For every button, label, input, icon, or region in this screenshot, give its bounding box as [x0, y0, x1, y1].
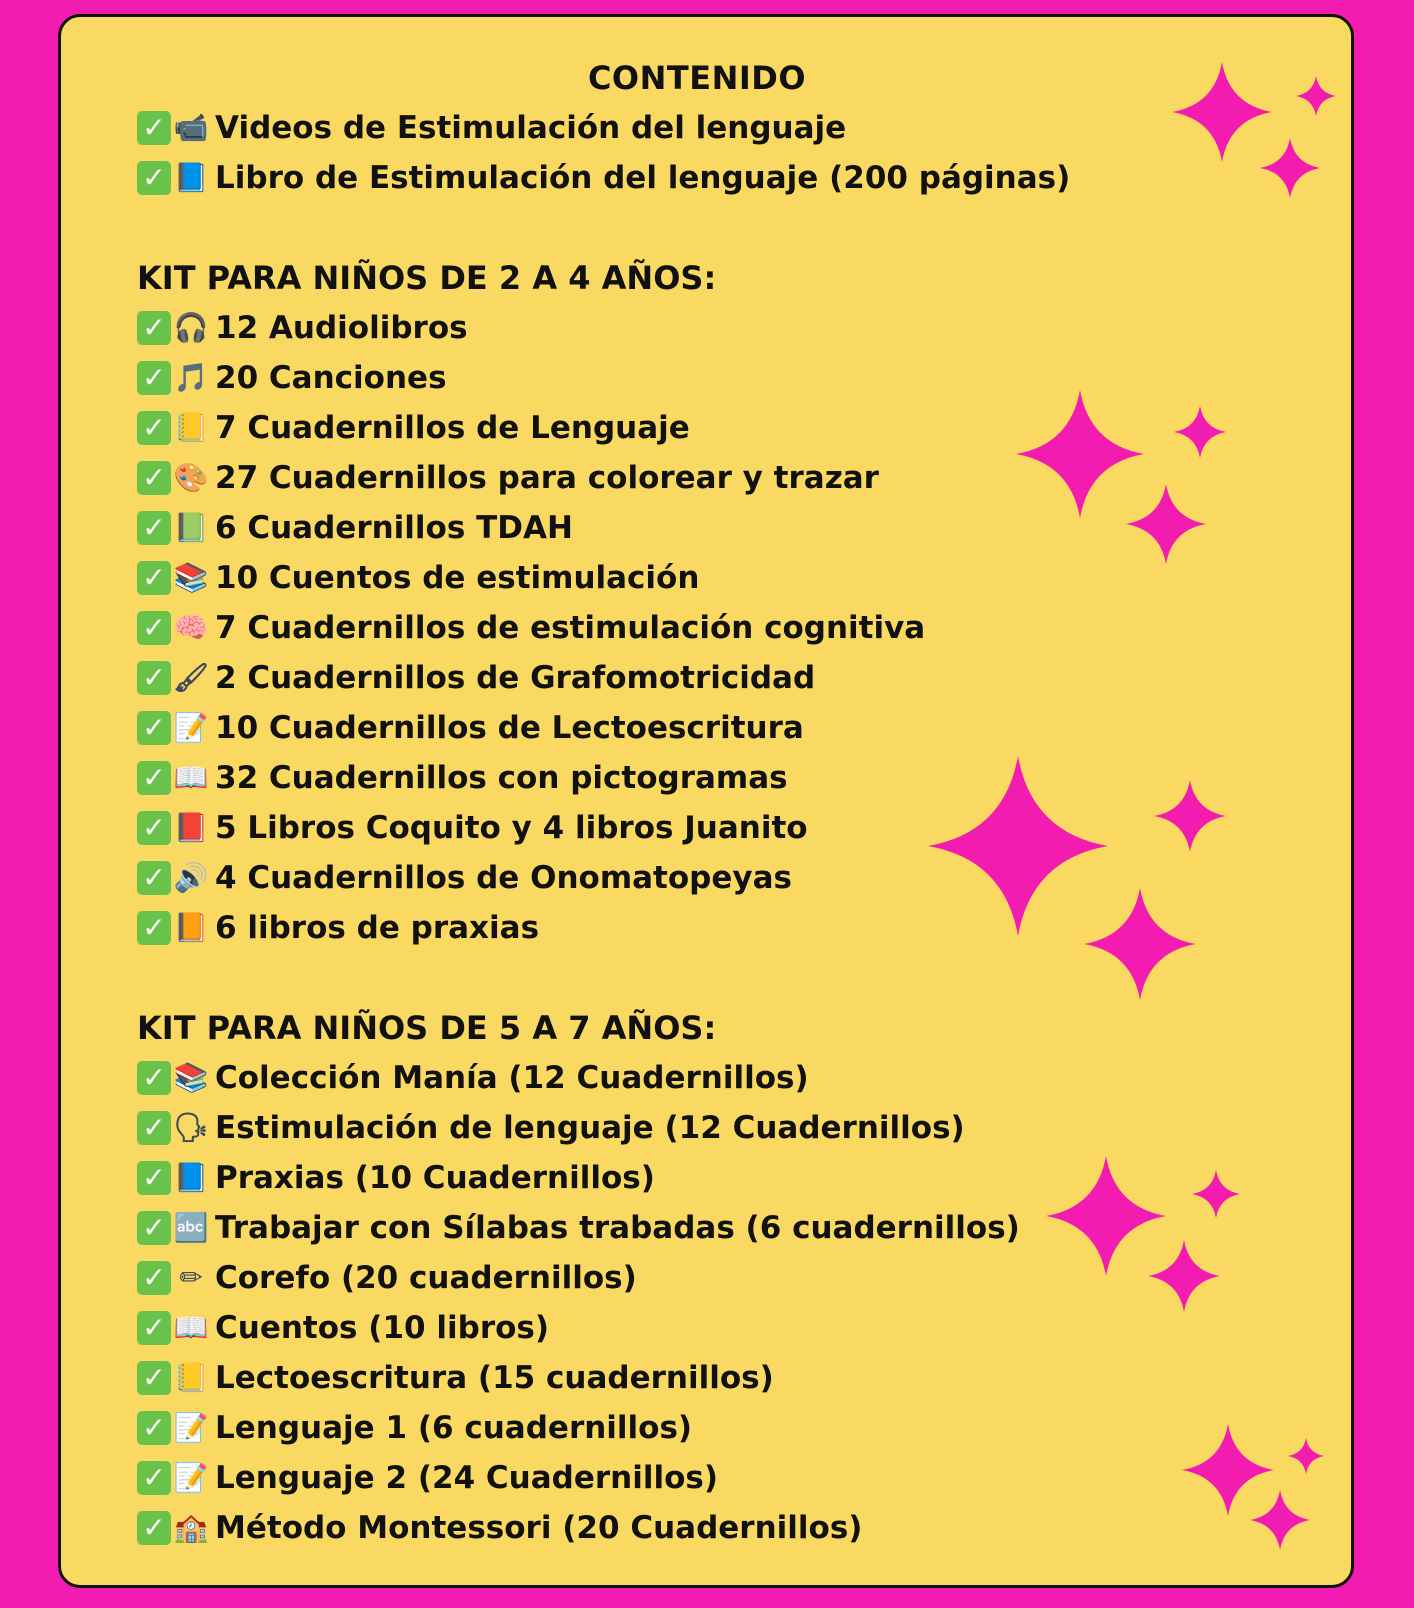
check-mark-icon: ✓	[137, 811, 171, 845]
list-item-label: Colección Manía (12 Cuadernillos)	[215, 1060, 809, 1096]
list-item-label: 20 Canciones	[215, 360, 447, 396]
spacer	[137, 203, 1217, 253]
kit-list-2-4	[137, 303, 1217, 953]
video-camera-icon: 📹	[173, 111, 209, 144]
intro-list	[137, 103, 1217, 203]
check-mark-icon: ✓	[137, 861, 171, 895]
list-item-label: Praxias (10 Cuadernillos)	[215, 1160, 655, 1196]
check-mark-icon: ✓	[137, 561, 171, 595]
check-mark-icon: ✓	[137, 1361, 171, 1395]
list-item	[137, 603, 1217, 653]
list-item-label: 7 Cuadernillos de Lenguaje	[215, 410, 690, 446]
music-note-icon: 🎵	[173, 361, 209, 394]
headphones-icon: 🎧	[173, 311, 209, 344]
check-mark-icon: ✓	[137, 1061, 171, 1095]
list-item-label: Videos de Estimulación del lenguaje	[215, 110, 847, 146]
check-mark-icon: ✓	[137, 611, 171, 645]
list-item	[137, 803, 1217, 853]
books-stack-icon: 📚	[173, 561, 209, 594]
list-item-label: Lectoescritura (15 cuadernillos)	[215, 1360, 774, 1396]
check-mark-icon: ✓	[137, 1461, 171, 1495]
list-item	[137, 453, 1217, 503]
list-item	[137, 1153, 1217, 1203]
blue-book-icon: 📘	[173, 1161, 209, 1194]
list-item-label: 6 Cuadernillos TDAH	[215, 510, 573, 546]
content-area	[137, 53, 1217, 1553]
list-item-label: Lenguaje 1 (6 cuadernillos)	[215, 1410, 693, 1446]
open-book-icon: 📖	[173, 761, 209, 794]
list-item	[137, 403, 1217, 453]
orange-book-icon: 📙	[173, 911, 209, 944]
check-mark-icon: ✓	[137, 1511, 171, 1545]
brain-icon: 🧠	[173, 611, 209, 644]
list-item-label: 10 Cuadernillos de Lectoescritura	[215, 710, 804, 746]
list-item	[137, 753, 1217, 803]
open-book-icon: 📖	[173, 1311, 209, 1344]
list-item	[137, 853, 1217, 903]
memo-icon: 📝	[173, 1411, 209, 1444]
speaking-head-icon: 🗣	[173, 1111, 209, 1144]
list-item	[137, 1353, 1217, 1403]
list-item-label: 2 Cuadernillos de Grafomotricidad	[215, 660, 816, 696]
list-item	[137, 303, 1217, 353]
list-item	[137, 1203, 1217, 1253]
red-book-icon: 📕	[173, 811, 209, 844]
check-mark-icon: ✓	[137, 311, 171, 345]
list-item-label: Corefo (20 cuadernillos)	[215, 1260, 637, 1296]
kit-heading-5-7: KIT PARA NIÑOS DE 5 A 7 AÑOS:	[137, 1009, 717, 1047]
check-mark-icon: ✓	[137, 111, 171, 145]
list-item-label: Método Montessori (20 Cuadernillos)	[215, 1510, 863, 1546]
check-mark-icon: ✓	[137, 1111, 171, 1145]
list-item	[137, 1103, 1217, 1153]
list-item-label: Cuentos (10 libros)	[215, 1310, 550, 1346]
list-item	[137, 153, 1217, 203]
blue-book-icon: 📘	[173, 161, 209, 194]
list-item	[137, 1053, 1217, 1103]
list-item-label: 5 Libros Coquito y 4 libros Juanito	[215, 810, 808, 846]
list-item-label: 6 libros de praxias	[215, 910, 540, 946]
check-mark-icon: ✓	[137, 1311, 171, 1345]
abc-icon: 🔤	[173, 1211, 209, 1244]
list-item	[137, 1303, 1217, 1353]
list-item-label: 27 Cuadernillos para colorear y trazar	[215, 460, 879, 496]
memo-icon: 📝	[173, 1461, 209, 1494]
speaker-icon: 🔊	[173, 861, 209, 894]
list-item	[137, 503, 1217, 553]
list-item-label: 10 Cuentos de estimulación	[215, 560, 700, 596]
spacer	[137, 953, 1217, 1003]
list-item	[137, 903, 1217, 953]
books-stack-icon: 📚	[173, 1061, 209, 1094]
check-mark-icon: ✓	[137, 1411, 171, 1445]
list-item-label: 32 Cuadernillos con pictogramas	[215, 760, 788, 796]
check-mark-icon: ✓	[137, 361, 171, 395]
list-item	[137, 103, 1217, 153]
check-mark-icon: ✓	[137, 711, 171, 745]
check-mark-icon: ✓	[137, 411, 171, 445]
check-mark-icon: ✓	[137, 1161, 171, 1195]
notebook-icon: 📒	[173, 1361, 209, 1394]
list-item	[137, 353, 1217, 403]
school-icon: 🏫	[173, 1511, 209, 1544]
list-item	[137, 1503, 1217, 1553]
paintbrush-icon: 🖌	[173, 661, 209, 694]
check-mark-icon: ✓	[137, 661, 171, 695]
check-mark-icon: ✓	[137, 911, 171, 945]
check-mark-icon: ✓	[137, 1261, 171, 1295]
list-item	[137, 1253, 1217, 1303]
list-item-label: Trabajar con Sílabas trabadas (6 cuadernillos)	[215, 1210, 1020, 1246]
check-mark-icon: ✓	[137, 161, 171, 195]
check-mark-icon: ✓	[137, 461, 171, 495]
check-mark-icon: ✓	[137, 761, 171, 795]
check-mark-icon: ✓	[137, 1211, 171, 1245]
list-item	[137, 553, 1217, 603]
list-item-label: 7 Cuadernillos de estimulación cognitiva	[215, 610, 926, 646]
list-item-label: 4 Cuadernillos de Onomatopeyas	[215, 860, 792, 896]
list-item	[137, 653, 1217, 703]
list-item-label: Estimulación de lenguaje (12 Cuadernillos)	[215, 1110, 965, 1146]
content-card	[58, 14, 1354, 1588]
palette-icon: 🎨	[173, 461, 209, 494]
list-item-label: Lenguaje 2 (24 Cuadernillos)	[215, 1460, 719, 1496]
list-item-label: Libro de Estimulación del lenguaje (200 páginas)	[215, 160, 1071, 196]
notebook-icon: 📒	[173, 411, 209, 444]
green-book-icon: 📗	[173, 511, 209, 544]
list-item	[137, 1453, 1217, 1503]
list-item-label: 12 Audiolibros	[215, 310, 468, 346]
check-mark-icon: ✓	[137, 511, 171, 545]
page-title: CONTENIDO	[587, 59, 807, 97]
list-item	[137, 703, 1217, 753]
pencil-icon: ✏	[179, 1261, 203, 1294]
list-item	[137, 1403, 1217, 1453]
kit-list-5-7	[137, 1053, 1217, 1553]
kit-heading-2-4: KIT PARA NIÑOS DE 2 A 4 AÑOS:	[137, 259, 717, 297]
memo-icon: 📝	[173, 711, 209, 744]
